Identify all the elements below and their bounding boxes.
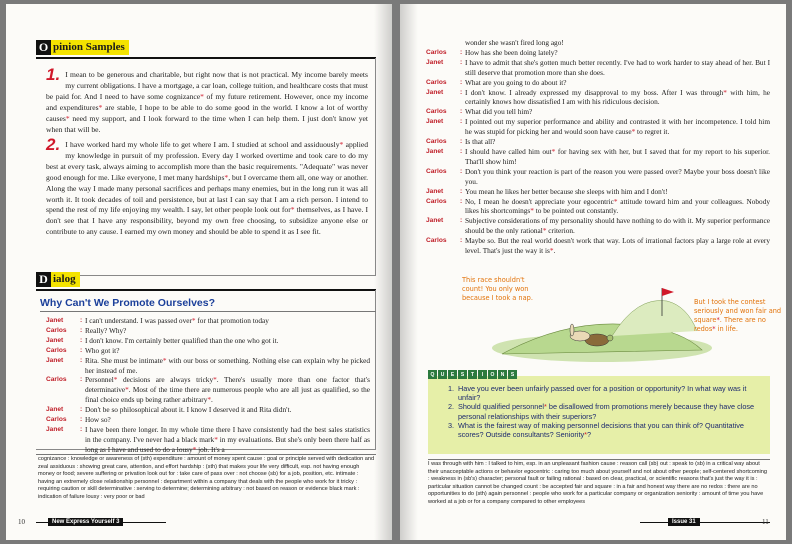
dialog-line [426, 187, 770, 197]
dialog-line [426, 147, 770, 167]
speaker-colon: : [460, 138, 463, 146]
questions-header-letter: T [468, 370, 477, 379]
utterance: What are you going to do about it? [465, 77, 567, 87]
header-initial: O [36, 40, 51, 55]
speaker-name: Janet [46, 406, 64, 414]
footnote-asterisk: * [65, 113, 70, 123]
dialog-line [46, 316, 370, 326]
speaker-colon: : [460, 108, 463, 116]
speaker-name: Janet [426, 217, 444, 225]
question-item [448, 402, 766, 420]
footnote-asterisk: * [191, 316, 196, 325]
speaker-name: Carlos [426, 138, 447, 146]
speaker-colon: : [80, 336, 83, 344]
footnote-asterisk: * [530, 206, 534, 216]
opinion-number: 1. [46, 65, 61, 84]
dialog-line [426, 38, 770, 48]
speaker-name: Janet [426, 118, 444, 126]
footnote-asterisk: * [613, 196, 618, 206]
question-text: Have you ever been unfairly passed over for a position or opportunity? In what way was it unfair? [458, 384, 747, 403]
glossary-rule [428, 459, 770, 460]
dialog-title: Why Can't We Promote Ourselves? [40, 297, 216, 309]
speaker-colon: : [460, 48, 463, 56]
footnote-asterisk: * [339, 140, 344, 149]
footnote-asterisk: * [200, 91, 204, 101]
utterance: Don't you think your reaction is part of the reason you were passed over? Maybe your boss doesn't like you. [465, 166, 770, 186]
utterance: I have to admit that she's gotten much better recently. I've had to work harder to stay ahead of her. But I still deserve that promotion more than she does. [465, 57, 770, 77]
opinion-text: I mean to be generous and charitable, but right now that is not practical. My income barely meets my current obligations. I have a mortgage, a car loan, college tuition, and healthcare costs that must be paid for. And I need to have some cognizance* of my future retirement. However, once my income and expenditures* are stable, I hope to be able to do some good in the world. I know a lot of worthy causes* need my support, and I look forward to the time when I can help them. I just don't know yet when that will be. [46, 70, 369, 134]
dialog-line [426, 48, 770, 58]
speaker-name: Carlos [426, 108, 447, 116]
utterance: Personnel* decisions are always tricky*. There's usually more than one factor that's determinative*. Most of the time there are numerous people who are all just as qualified, so the final choice ends up being rather arbitrary*. [85, 375, 370, 405]
dialog-line [46, 375, 370, 405]
spine-shadow [374, 4, 392, 540]
footnote-asterisk: * [290, 205, 295, 215]
left-page [6, 4, 392, 540]
footnote-asterisk: * [213, 375, 217, 385]
dialog-line [426, 88, 770, 108]
utterance: wonder she wasn't fired long ago! [465, 38, 564, 47]
questions-header-letter: S [458, 370, 467, 379]
opinion-2 [46, 135, 369, 238]
speaker-name: Carlos [46, 376, 67, 384]
question-number: 1. [448, 384, 455, 393]
speaker-colon: : [80, 356, 83, 364]
questions-header [428, 370, 518, 379]
dialog-lines-right [426, 38, 770, 256]
footnote-asterisk: * [584, 430, 587, 440]
footnote-asterisk: * [192, 444, 197, 454]
speaker-colon: : [460, 88, 463, 96]
speaker-colon: : [460, 118, 463, 126]
questions-header-letter: U [438, 370, 447, 379]
questions-header-letter: I [478, 370, 487, 379]
utterance: Maybe so. But the real world doesn't work that way. Lots of irrational factors play a large role at every level. That's just the way it is*. [465, 236, 770, 256]
utterance: How has she been doing lately? [465, 47, 558, 57]
footer-line [640, 522, 770, 523]
speaker-colon: : [80, 346, 83, 354]
questions-header-letter: N [498, 370, 507, 379]
dialog-line [46, 326, 370, 336]
question-number: 2. [448, 402, 455, 412]
utterance: Don't be so philosophical about it. I know I deserved it and Rita didn't. [85, 405, 292, 415]
speaker-colon: : [80, 326, 83, 334]
footnote-asterisk: * [549, 246, 554, 256]
questions-header-letter: O [488, 370, 497, 379]
footer-label: Issue 31 [668, 518, 700, 526]
dialog-line [426, 78, 770, 88]
questions-header-letter: E [448, 370, 457, 379]
speech-bubble-tortoise: But I took the contest seriously and won fair and square*. There are no redos* in life. [694, 298, 782, 333]
utterance: You mean he likes her better because she sleeps with him and I don't! [465, 186, 668, 196]
speaker-colon: : [80, 317, 83, 324]
utterance: I can't understand. I was passed over* for that promotion today [85, 316, 269, 325]
speaker-name: Janet [46, 317, 64, 324]
page-number: 11 [762, 518, 769, 526]
footnote-asterisk: * [224, 172, 229, 182]
speaker-name: Janet [426, 58, 444, 66]
footnote-asterisk: * [544, 402, 547, 412]
utterance: I should have called him out* for having sex with her, but I saved that for my report to his superior. That'll show him! [465, 146, 770, 166]
footnote-asterisk: * [207, 395, 212, 405]
speaker-name: Carlos [426, 78, 447, 86]
speaker-name: Janet [46, 425, 64, 433]
footnote-asterisk: * [716, 316, 720, 324]
spine-shadow [400, 4, 418, 540]
speaker-name: Carlos [426, 197, 447, 205]
speaker-name: Janet [426, 187, 444, 195]
questions-header-letter: Q [428, 370, 437, 379]
footer-label: New Express Yourself 3 [48, 518, 123, 526]
header-initial: D [36, 272, 51, 287]
footnote-asterisk: * [631, 127, 636, 137]
footnote-asterisk: * [723, 87, 727, 97]
opinion-1 [46, 65, 369, 135]
speaker-colon: : [80, 416, 83, 424]
footnote-asterisk: * [98, 102, 103, 112]
dialog-header [36, 272, 80, 287]
question-item [448, 421, 766, 439]
dialog-lines-left [46, 316, 370, 455]
dialog-line [46, 425, 370, 455]
right-page [400, 4, 786, 540]
speaker-name: Carlos [46, 326, 67, 334]
footnote-asterisk: * [214, 434, 218, 444]
header-word: pinion Samples [51, 40, 129, 55]
dialog-line [46, 336, 370, 346]
dialog-line [46, 346, 370, 356]
utterance: I pointed out my superior performance and ability and contrasted it with her incompetence. I told him he was stupid for picking her and would soon have cause* to regret it. [465, 117, 770, 137]
utterance: Really? Why? [85, 325, 127, 335]
utterance: How so? [85, 415, 111, 425]
speaker-name: Janet [426, 88, 444, 96]
speaker-name: Janet [46, 356, 64, 364]
dialog-line [426, 216, 770, 236]
speaker-colon: : [460, 187, 463, 195]
footnote-asterisk: * [542, 226, 547, 236]
dialog-line [46, 415, 370, 425]
utterance: No, I mean he doesn't appreciate your egocentric* attitude toward him and your colleagues. Nobody likes his shortcomings* to be pointed out constantly. [465, 196, 771, 216]
speaker-name: Carlos [46, 416, 67, 424]
utterance: I have been there longer. In my whole time there I have consistently had the best sales statistics in the company. I've never had a black mark* in my evaluations. But she's only been there half as long as I have and used to do a lousy* job. It's a [85, 424, 371, 454]
questions-header-letter: S [508, 370, 517, 379]
utterance: Is that all? [465, 137, 496, 147]
opinion-text: I have worked hard my whole life to get where I am. I studied at school and assiduously* applied my knowledge in pursuit of my profession. Every day I worked overtime and took care to do my best at every task, always aiming to accomplish more than the basic requirements. "Adequate" was never good enough for me. Like everyone, I met many hardships*, but I overcame them all, one way or another. Along the way I made many personal sacrifices and perhaps many enemies, but in the long run it was all worth it. It took decades of toil and persistence, but at last I can say that I am a rich person. I intend to spend the rest of my life enjoying my wealth. I say, let other people look out for* themselves, as I have. I don't see that I have any responsibility, beyond my own free choosing, to subsidize anyone else or contribute to any cause. I earned my own money and should be able to spend it as I see fit. [46, 140, 369, 237]
speaker-name [426, 38, 460, 48]
speaker-name: Carlos [426, 48, 447, 56]
opinion-samples-header [36, 40, 129, 55]
footnote-asterisk: * [113, 375, 118, 385]
glossary-right: I was through with him : I talked to him, esp. in an unpleasant fashion cause : reason call (sb) out : speak to (sb) in a critical way about their unacceptable actions or behavior egocentric : caring too much about yourself and not about other people; self-centered shortcoming : weakness in (sb's) character; personal fault or failing rational : based on clear, practical, or scientific reasons that's just the way it is : particular situation cannot be changed count : be accepted fair and square : in a fair and honest way there are no redos : there are no opportunities to do (sth) again personnel : people who work for a particular company or organization seniority : amount of time you have worked at a job or for a company compared to other employees [428, 461, 767, 505]
glossary-rule [36, 454, 376, 455]
speaker-name: Carlos [426, 237, 447, 245]
dialog-line [426, 107, 770, 117]
cartoon [462, 276, 782, 366]
speaker-name: Carlos [426, 167, 447, 175]
speaker-colon: : [460, 78, 463, 86]
dialog-line [426, 197, 770, 217]
opinion-number: 2. [46, 135, 61, 154]
question-text: What is the fairest way of making personnel decisions that you can think of? Quantitative scores? Outside consultants? Seniority*? [458, 420, 744, 440]
glossary-left: cognizance : knowledge or awareness of (sth) expenditure : amount of money spent cause : goal or principle served with dedication and zeal assiduous : showing great care, attention, and effort hardship : (sth) that makes your life very difficult, esp. not having enough money or food; severe suffering or privation look out for : take care of pass over : not choose (sb) for a job, position, etc. intimate : having an extremely close relationship personnel : department within a company that deals with the people who work for it tricky : requiring caution or skill determinative : serving to determine; determining arbitrary : not based on reason or evidence black mark : indication of failure lousy : very poor or bad [38, 456, 375, 500]
title-rule [40, 311, 376, 312]
question-number: 3. [448, 420, 455, 430]
header-word: ialog [51, 272, 80, 287]
speaker-colon: : [460, 167, 463, 175]
utterance: I don't know. I'm certainly better qualified than the one who got it. [85, 335, 279, 345]
dialog-line [426, 117, 770, 137]
footnote-asterisk: * [712, 325, 716, 333]
question-text: Should qualified personnel* be disallowed from promotions merely because they have close personal relationships with their superiors? [458, 402, 755, 421]
utterance: Subjective considerations of my personality should have nothing to do with it. My superior performance should be the only rational* criterion. [465, 216, 770, 236]
dialog-line [426, 58, 770, 78]
speaker-colon: : [460, 237, 463, 245]
question-item [448, 384, 766, 402]
dialog-line [426, 167, 770, 187]
speaker-colon: : [460, 147, 463, 155]
utterance: What did you tell him? [465, 107, 533, 117]
dialog-line [46, 356, 370, 376]
dialog-line [426, 236, 770, 256]
speaker-colon: : [460, 217, 463, 225]
speaker-colon: : [80, 406, 83, 414]
footnote-asterisk: * [162, 355, 167, 365]
questions-list [448, 384, 766, 439]
speaker-name: Janet [426, 147, 444, 155]
utterance: Who got it? [85, 345, 120, 355]
footnote-asterisk: * [125, 385, 129, 395]
footnote-asterisk: * [551, 146, 556, 156]
dialog-line [426, 137, 770, 147]
speech-bubble-hare: This race shouldn't count! You only won because I took a nap. [462, 276, 533, 302]
utterance: I don't know. I already expressed my disapproval to my boss. After I was through* with him, he certainly knows how dissatisfied I am with his ridiculous decision. [465, 87, 770, 107]
speaker-name: Carlos [46, 346, 67, 354]
speaker-colon: : [460, 197, 463, 205]
speaker-colon: : [80, 376, 83, 384]
speaker-colon: : [460, 58, 463, 66]
dialog-line [46, 405, 370, 415]
utterance: Rita. She must be intimate* with our boss or something. Nothing else can explain why he picked her instead of me. [85, 355, 371, 375]
speaker-name: Janet [46, 336, 64, 344]
page-number: 10 [18, 518, 25, 526]
speaker-colon: : [80, 425, 83, 433]
